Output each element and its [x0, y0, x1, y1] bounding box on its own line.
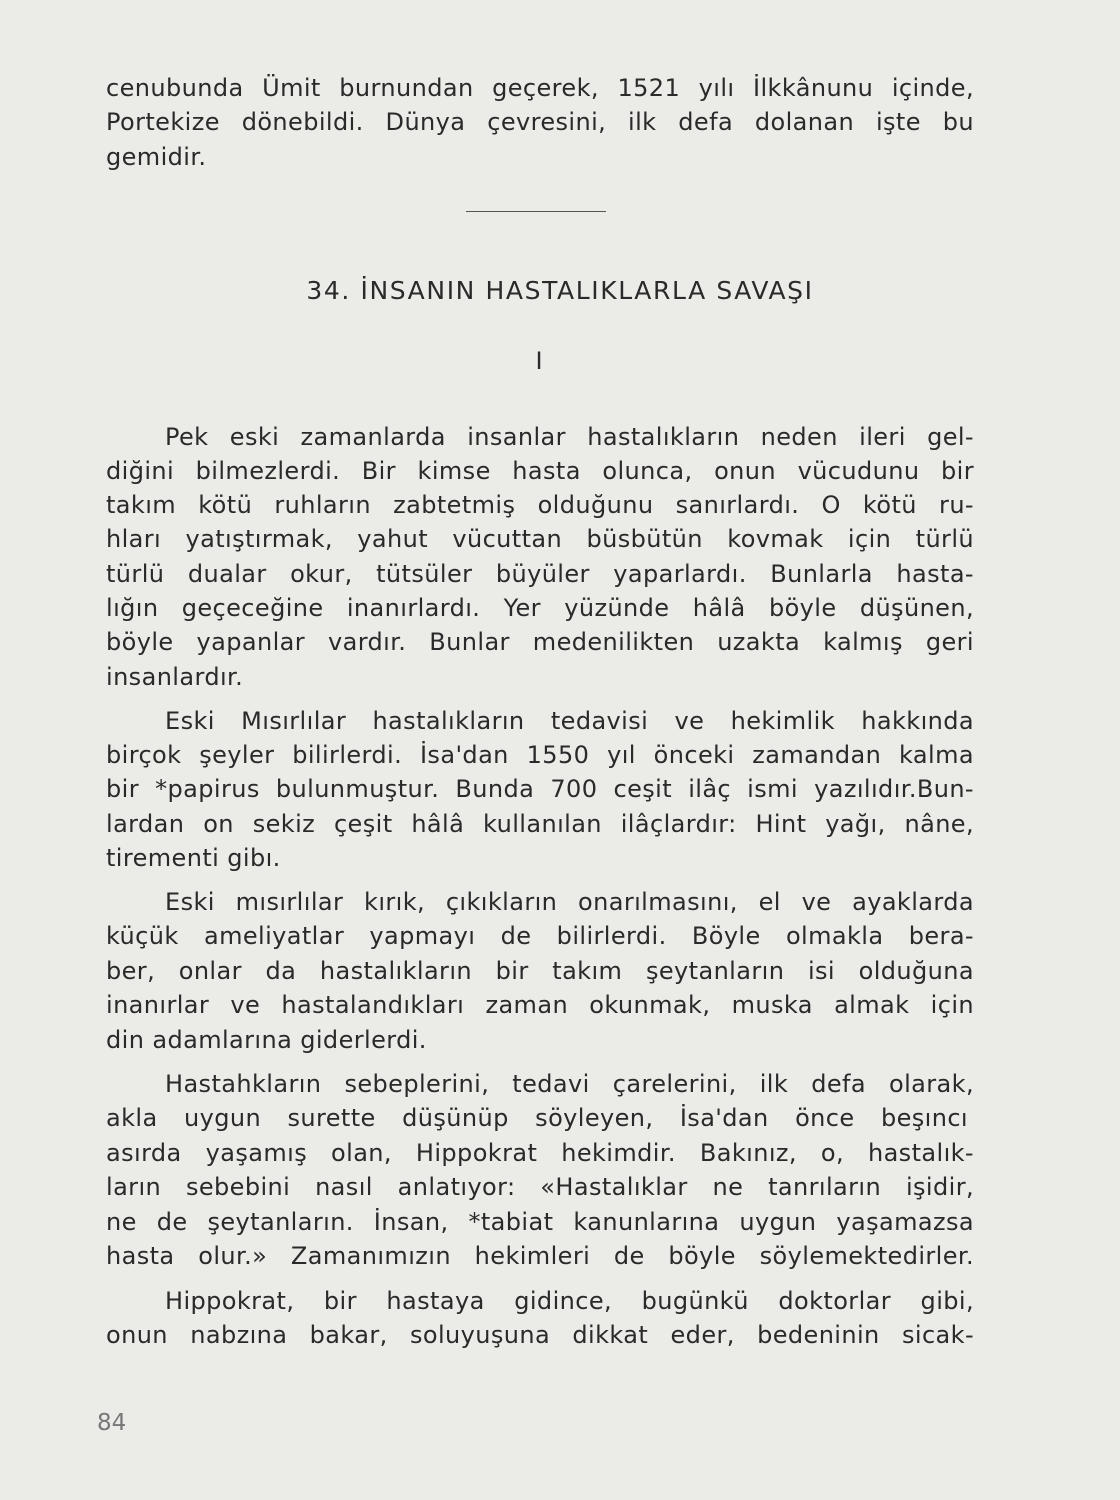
text-line: hasta olur.» Zamanımızın hekimleri de böyle söylemektedirler. — [106, 1242, 974, 1270]
text-line: Eski mısırlılar kırık, çıkıkların onarılmasını, el ve ayaklarda — [165, 888, 974, 916]
part-number: I — [535, 347, 543, 375]
text-line: diğini bilmezlerdi. Bir kimse hasta olunca, onun vücudunu bir — [106, 457, 974, 485]
text-line: onun nabzına bakar, soluyuşuna dikkat eder, bedeninin sicak- — [106, 1321, 974, 1349]
section-divider — [466, 211, 606, 212]
text-line: Eski Mısırlılar hastalıkların tedavisi ve hekimlik hakkında — [165, 707, 974, 735]
text-line: tirementi gibı. — [106, 844, 281, 872]
text-line: cenubunda Ümit burnundan geçerek, 1521 yılı İlkkânunu içinde, — [106, 74, 974, 102]
text-line: takım kötü ruhların zabtetmiş olduğunu sanırlardı. O kötü ru- — [106, 491, 974, 519]
text-line: lığın geçeceğine inanırlardı. Yer yüzünde hâlâ böyle düşünen, — [106, 594, 974, 622]
text-line: asırda yaşamış olan, Hippokrat hekimdir. Bakınız, o, hastalık- — [106, 1139, 974, 1167]
text-line: ber, onlar da hastalıkların bir takım şeytanların isi olduğuna — [106, 957, 974, 985]
text-line: türlü dualar okur, tütsüler büyüler yaparlardı. Bunlarla hasta- — [106, 560, 974, 588]
text-line: Pek eski zamanlarda insanlar hastalıkların neden ileri gel- — [165, 423, 974, 451]
text-line: hları yatıştırmak, yahut vücuttan büsbütün kovmak için türlü — [106, 525, 974, 553]
text-line: bir *papirus bulunmuştur. Bunda 700 ceşit ilâç ismi yazılıdır.Bun- — [106, 775, 974, 803]
text-line: insanlardır. — [106, 663, 244, 691]
text-line: Hastahkların sebeplerini, tedavi çarelerini, ilk defa olarak, — [165, 1070, 974, 1098]
text-line: Portekize dönebildi. Dünya çevresini, ilk defa dolanan işte bu — [106, 108, 974, 136]
text-line: inanırlar ve hastalandıkları zaman okunmak, muska almak için — [106, 991, 974, 1019]
text-line: gemidir. — [106, 143, 207, 171]
text-line: küçük ameliyatlar yapmayı de bilirlerdi. Böyle olmakla bera- — [106, 922, 974, 950]
text-line: akla uygun surette düşünüp söyleyen, İsa'dan önce beşıncı — [106, 1104, 968, 1132]
text-line: din adamlarına giderlerdi. — [106, 1026, 427, 1054]
text-line: ne de şeytanların. İnsan, *tabiat kanunlarına uygun yaşamazsa — [106, 1208, 974, 1236]
text-line: lardan on sekiz çeşit hâlâ kullanılan ilâçlardır: Hint yağı, nâne, — [106, 810, 974, 838]
text-line: böyle yapanlar vardır. Bunlar medenilikten uzakta kalmış geri — [106, 628, 974, 656]
text-line: birçok şeyler bilirlerdi. İsa'dan 1550 yıl önceki zamandan kalma — [106, 741, 974, 769]
page-number: 84 — [97, 1410, 127, 1436]
chapter-heading: 34. İNSANIN HASTALIKLARLA SAVAŞI — [306, 276, 814, 305]
text-line: ların sebebini nasıl anlatıyor: «Hastalıklar ne tanrıların işidir, — [106, 1173, 974, 1201]
text-line: Hippokrat, bir hastaya gidince, bugünkü doktorlar gibi, — [165, 1287, 974, 1315]
